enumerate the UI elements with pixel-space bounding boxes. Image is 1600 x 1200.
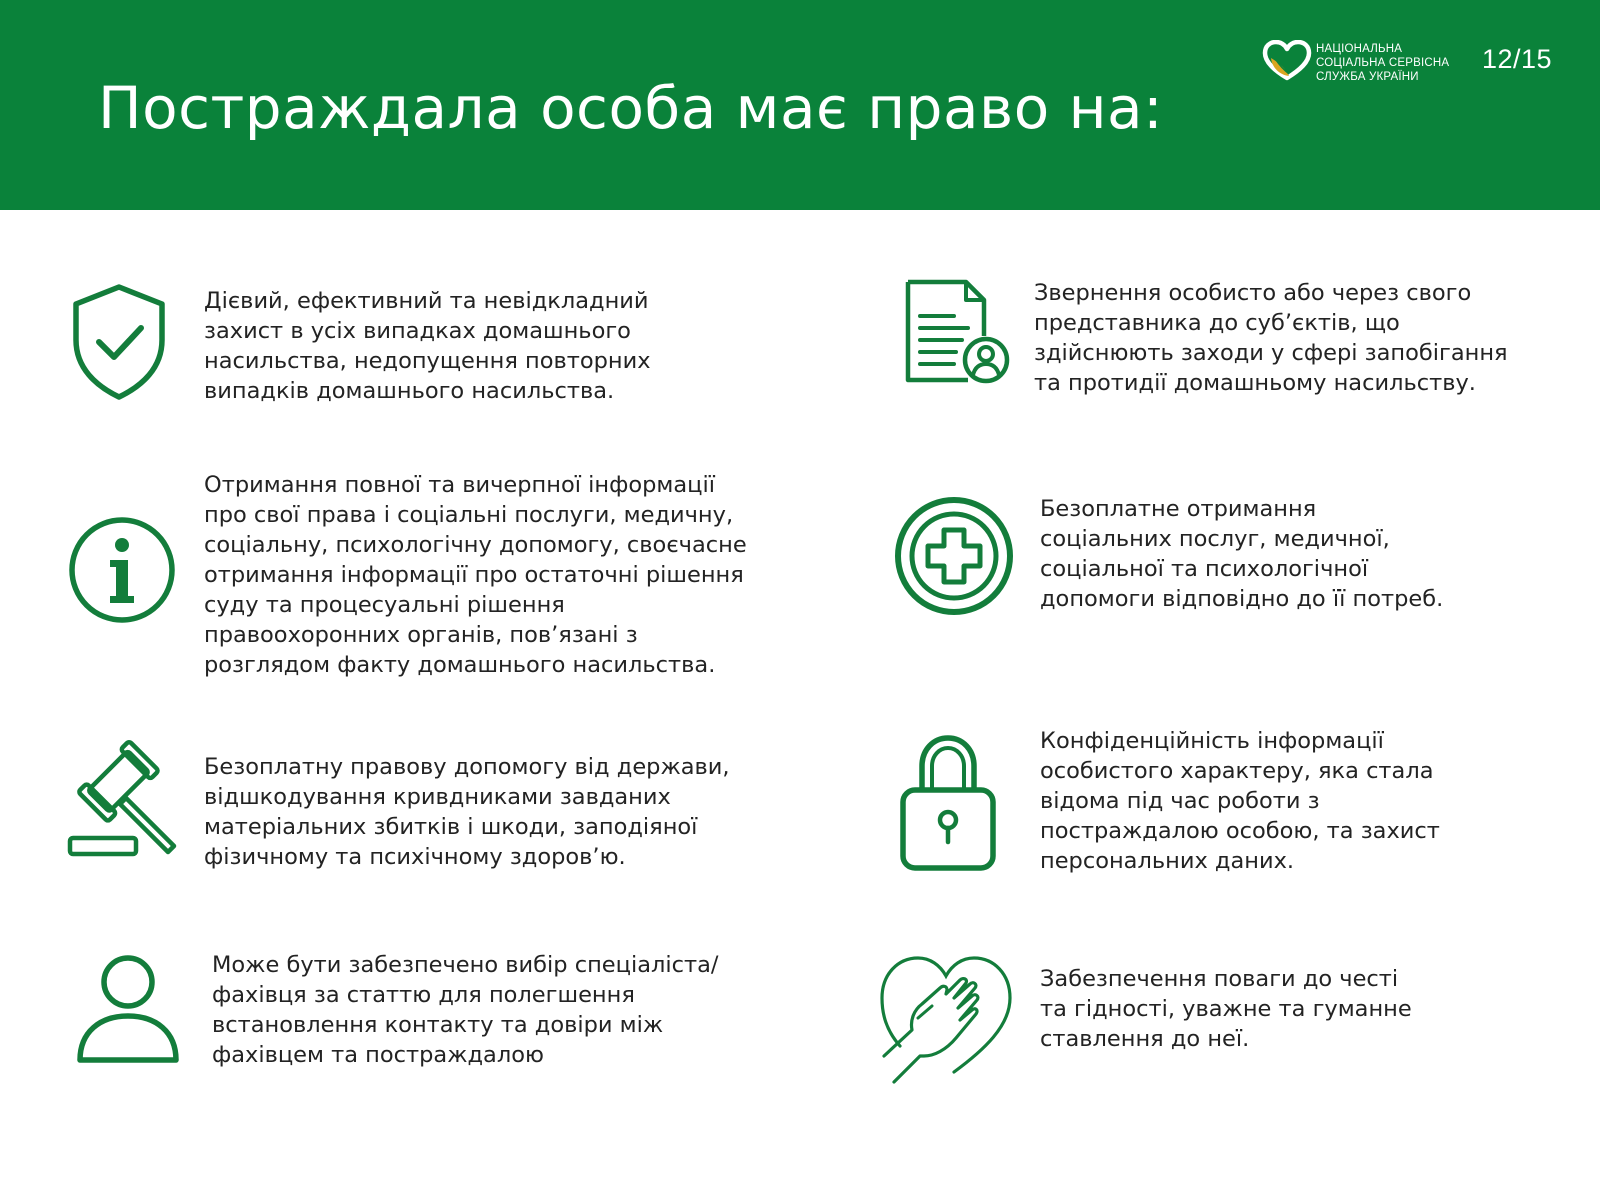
text-line: Безоплатну правову допомогу від держави, [204, 754, 730, 780]
right-item-text [1040, 964, 1580, 1054]
medical-cross-icon [894, 496, 1014, 616]
text-line: соціальних послуг, медичної, [1040, 526, 1390, 552]
heart-leaf-logo-icon [1262, 40, 1312, 86]
header-bar [0, 0, 1600, 210]
text-line: особистого характеру, яка стала [1040, 758, 1434, 784]
text-line: соціальної та психологічної [1040, 556, 1369, 582]
padlock-icon [900, 734, 996, 872]
text-line: Безоплатне отримання [1040, 496, 1317, 522]
text-line: постраждалою особою, та захист [1040, 818, 1440, 844]
text-line: Конфіденційність інформації [1040, 728, 1384, 754]
text-line: та протидії домашньому насильству. [1034, 370, 1476, 396]
right-item-text [204, 470, 824, 680]
info-icon [68, 516, 176, 624]
text-line: суду та процесуальні рішення [204, 592, 565, 618]
right-item-text [212, 950, 812, 1070]
text-line: та гідності, уважне та гуманне [1040, 996, 1412, 1022]
text-line: розглядом факту домашнього насильства. [204, 652, 716, 678]
document-person-icon [904, 278, 1008, 384]
text-line: Звернення особисто або через свого [1034, 280, 1472, 306]
org-line-2: СОЦІАЛЬНА СЕРВІСНА [1316, 57, 1450, 69]
right-item-text [1040, 726, 1580, 876]
text-line: здійснюють заходи у сфері запобігання [1034, 340, 1508, 366]
text-line: правоохоронних органів, пов’язані з [204, 622, 638, 648]
org-line-3: СЛУЖБА УКРАЇНИ [1316, 71, 1419, 83]
shield-check-icon [72, 284, 166, 400]
text-line: фізичному та психічному здоров’ю. [204, 844, 626, 870]
text-line: Може бути забезпечено вибір спеціаліста/ [212, 952, 719, 978]
text-line: представника до суб’єктів, що [1034, 310, 1400, 336]
text-line: ставлення до неї. [1040, 1026, 1250, 1052]
text-line: персональних даних. [1040, 848, 1295, 874]
right-item-text [204, 286, 764, 406]
heart-hand-icon [880, 952, 1012, 1086]
text-line: встановлення контакту та довіри між [212, 1012, 664, 1038]
text-line: соціальну, психологічну допомогу, своєчасне [204, 532, 747, 558]
right-item-text [1040, 494, 1580, 614]
organization-name [1316, 42, 1449, 84]
text-line: відшкодування кривдниками завданих [204, 784, 671, 810]
text-line: фахівцем та постраждалою [212, 1042, 544, 1068]
text-line: матеріальних збитків і шкоди, заподіяної [204, 814, 698, 840]
gavel-icon [68, 742, 188, 862]
right-item-text [1034, 278, 1594, 398]
text-line: випадків домашнього насильства. [204, 378, 615, 404]
text-line: фахівця за статтю для полегшення [212, 982, 635, 1008]
page-title: Постраждала особа має право на: [98, 74, 1164, 142]
text-line: отримання інформації про остаточні рішення [204, 562, 744, 588]
person-icon [76, 954, 180, 1064]
right-item-text [204, 752, 824, 872]
text-line: насильства, недопущення повторних [204, 348, 651, 374]
text-line: Отримання повної та вичерпної інформації [204, 472, 715, 498]
text-line: Забезпечення поваги до честі [1040, 966, 1399, 992]
brand-logo [1262, 40, 1449, 86]
org-line-1: НАЦІОНАЛЬНА [1316, 43, 1403, 55]
text-line: відома під час роботи з [1040, 788, 1320, 814]
text-line: Дієвий, ефективний та невідкладний [204, 288, 649, 314]
page-number: 12/15 [1482, 44, 1553, 74]
text-line: захист в усіх випадках домашнього [204, 318, 631, 344]
text-line: допомоги відповідно до її потреб. [1040, 586, 1444, 612]
text-line: про свої права і соціальні послуги, медичну, [204, 502, 734, 528]
